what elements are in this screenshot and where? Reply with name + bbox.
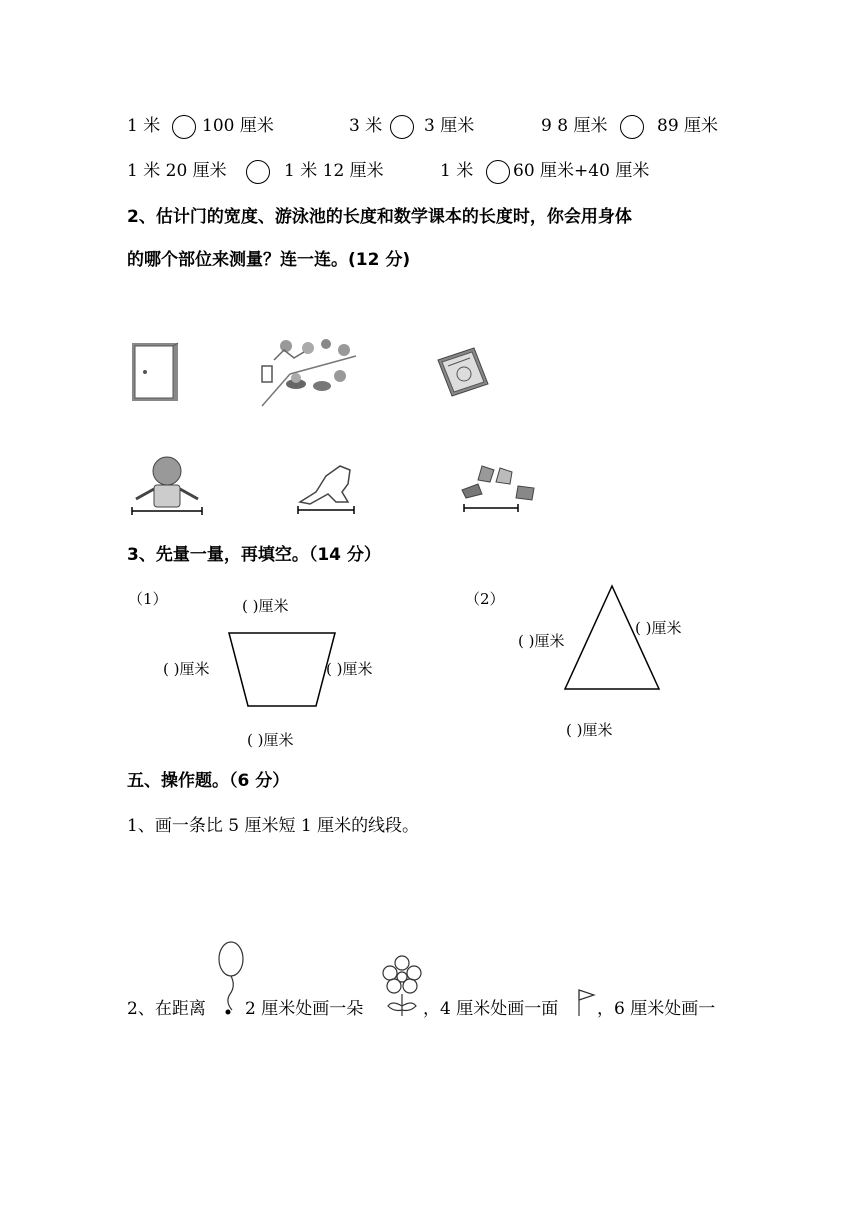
trapezoid-top-blank[interactable]: ( )厘米 <box>242 597 289 615</box>
foot-step-icon[interactable] <box>460 458 538 514</box>
triangle-shape <box>564 585 660 691</box>
arms-span-icon[interactable] <box>130 455 204 517</box>
swimming-pool-icon[interactable] <box>260 336 360 408</box>
compare-3-left: 9 8 厘米 <box>541 116 608 136</box>
compare-circle[interactable] <box>246 160 270 184</box>
question-5-2-part-b: 2 厘米处画一朵 <box>245 999 364 1019</box>
part-1-label: （1） <box>128 590 168 608</box>
compare-circle[interactable] <box>486 160 510 184</box>
compare-circle[interactable] <box>172 115 196 139</box>
balloon-icon <box>212 940 246 1018</box>
compare-1-left: 1 米 <box>127 116 161 136</box>
compare-4-left: 1 米 20 厘米 <box>127 161 227 181</box>
flower-icon <box>378 954 426 1018</box>
trapezoid-left-blank[interactable]: ( )厘米 <box>163 660 210 678</box>
compare-5-left: 1 米 <box>440 161 474 181</box>
math-textbook-icon[interactable] <box>434 344 492 400</box>
part-2-label: （2） <box>465 590 505 608</box>
trapezoid-shape <box>228 632 336 708</box>
compare-3-right: 89 厘米 <box>657 116 719 136</box>
trapezoid-bottom-blank[interactable]: ( )厘米 <box>247 731 294 749</box>
section-5-title: 五、操作题。（6 分） <box>127 771 290 791</box>
compare-2-right: 3 厘米 <box>424 116 475 136</box>
question-5-1: 1、画一条比 5 厘米短 1 厘米的线段。 <box>127 816 420 836</box>
question-3-title: 3、先量一量，再填空。（14 分） <box>127 545 381 565</box>
compare-4-right: 1 米 12 厘米 <box>284 161 384 181</box>
door-icon[interactable] <box>128 340 182 404</box>
question-5-2-part-a: 2、在距离 <box>127 999 206 1019</box>
question-2-line-2: 的哪个部位来测量？连一连。(12 分) <box>127 250 411 270</box>
question-2-line-1: 2、估计门的宽度、游泳池的长度和数学课本的长度时，你会用身体 <box>127 207 632 227</box>
hand-span-icon[interactable] <box>296 462 356 514</box>
trapezoid-right-blank[interactable]: ( )厘米 <box>326 660 373 678</box>
compare-1-right: 100 厘米 <box>202 116 274 136</box>
compare-2-left: 3 米 <box>349 116 383 136</box>
triangle-bottom-blank[interactable]: ( )厘米 <box>566 721 613 739</box>
triangle-left-blank[interactable]: ( )厘米 <box>518 632 565 650</box>
question-5-2-part-c: ，4 厘米处画一面 <box>423 999 559 1019</box>
triangle-right-blank[interactable]: ( )厘米 <box>635 619 682 637</box>
compare-5-right: 60 厘米+40 厘米 <box>513 161 650 181</box>
flag-icon <box>576 988 598 1018</box>
compare-circle[interactable] <box>620 115 644 139</box>
question-5-2-part-d: ，6 厘米处画一 <box>597 999 716 1019</box>
compare-circle[interactable] <box>390 115 414 139</box>
